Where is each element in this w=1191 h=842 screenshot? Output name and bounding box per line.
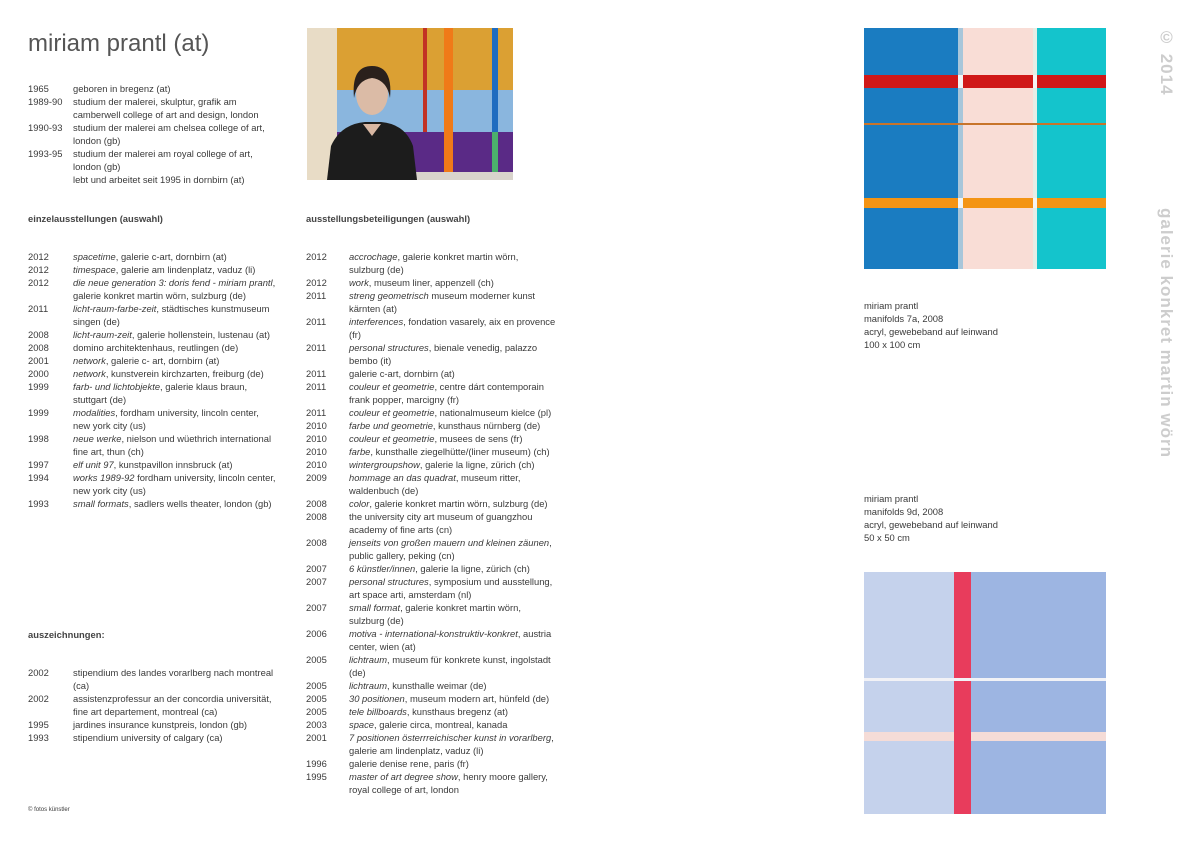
list-item [28, 302, 278, 328]
list-item [306, 458, 556, 471]
list-item [28, 121, 278, 147]
entry-title: network [73, 368, 106, 379]
entry-year: 2008 [306, 537, 327, 548]
entry-text [349, 289, 556, 315]
caption-artwork-1 [864, 299, 998, 351]
entry-text [349, 250, 556, 276]
list-item [28, 666, 280, 692]
entry-text [73, 471, 278, 497]
entry-year: 2011 [306, 407, 327, 418]
entry-title: personal structures [349, 342, 429, 353]
caption-artist: miriam prantl [864, 493, 919, 504]
entry-text [349, 757, 556, 770]
entry-text [73, 731, 280, 744]
list-item [28, 328, 278, 341]
list-item [306, 653, 556, 679]
entry-title: timespace [73, 264, 116, 275]
entry-detail: , kunsthalle weimar (de) [387, 680, 487, 691]
entry-text [349, 705, 556, 718]
gallery-name: galerie konkret martin wörn [1157, 208, 1176, 458]
entry-text [73, 406, 278, 432]
entry-text [73, 367, 278, 380]
entry-detail: domino architektenhaus, reutlingen (de) [73, 342, 239, 353]
entry-year: 2007 [306, 602, 327, 613]
awards-list [28, 666, 280, 744]
entry-detail: , galerie am lindenplatz, vaduz (li) [115, 264, 256, 275]
entry-year: 2011 [306, 381, 327, 392]
entry-text [349, 458, 556, 471]
entry-detail: , galerie klaus braun, stuttgart (de) [73, 381, 248, 405]
entry-detail: , galerie am lindenplatz, vaduz (li) [349, 732, 554, 756]
list-item [306, 471, 556, 497]
entry-title: 6 künstler/innen [349, 563, 416, 574]
entry-text [73, 276, 278, 302]
entry-title: accrochage [349, 251, 398, 262]
entry-detail: , städtisches kunstmuseum singen (de) [73, 303, 270, 327]
entry-year: 1999 [28, 381, 49, 392]
entry-text [73, 263, 278, 276]
list-item [306, 419, 556, 432]
entry-year: 1993-95 [28, 148, 63, 159]
list-item [306, 367, 556, 380]
entry-year: 2011 [306, 342, 327, 353]
entry-year [28, 173, 73, 186]
list-item [306, 510, 556, 536]
entry-year: 2012 [306, 251, 327, 262]
list-item [28, 354, 278, 367]
list-item [306, 250, 556, 276]
biography-list [28, 82, 278, 186]
entry-title: couleur et geometrie [349, 433, 435, 444]
entry-detail: , centre dárt contemporain frank popper, marcigny (fr) [349, 381, 544, 405]
list-item [28, 380, 278, 406]
entry-text [73, 458, 278, 471]
list-item [28, 367, 278, 380]
entry-detail: lebt und arbeitet seit 1995 in dornbirn (at) [73, 174, 245, 185]
artwork-manifolds-9d [864, 572, 1106, 814]
entry-year: 1993 [28, 498, 49, 509]
entry-text [349, 406, 556, 419]
entry-text [349, 432, 556, 445]
entry-text [349, 510, 556, 536]
entry-text [73, 380, 278, 406]
entry-title: personal structures [349, 576, 429, 587]
entry-year: 2007 [306, 576, 327, 587]
entry-title: die neue generation 3: doris fend - miriam prantl [73, 277, 273, 288]
caption-artist: miriam prantl [864, 300, 919, 311]
entry-year: 1999 [28, 407, 49, 418]
page-title: miriam prantl (at) [28, 30, 210, 57]
list-item [306, 601, 556, 627]
entry-year: 2012 [28, 277, 49, 288]
entry-text [73, 432, 278, 458]
entry-year: 2011 [306, 290, 327, 301]
entry-detail: , henry moore gallery, royal college of art, london [349, 771, 548, 795]
entry-text [349, 575, 556, 601]
list-item [28, 263, 278, 276]
entry-detail: stipendium des landes vorarlberg nach montreal (ca) [73, 667, 274, 691]
entry-year: 1998 [28, 433, 49, 444]
entry-year: 2012 [28, 251, 49, 262]
entry-year: 2002 [28, 693, 49, 704]
list-item [306, 341, 556, 367]
entry-year: 1995 [306, 771, 327, 782]
caption-artwork-2 [864, 492, 998, 544]
entry-text [349, 341, 556, 367]
entry-title: works 1989-92 [73, 472, 135, 483]
entry-title: hommage an das quadrat [349, 472, 456, 483]
entry-title: farb- und lichtobjekte [73, 381, 161, 392]
heading-solo-exhibitions: einzelausstellungen (auswahl) [28, 213, 163, 224]
entry-year: 2006 [306, 628, 327, 639]
entry-detail: , nielson und wüethrich international fine art, thun (ch) [73, 433, 272, 457]
list-item [306, 276, 556, 289]
entry-year: 1989-90 [28, 96, 63, 107]
entry-detail: geboren in bregenz (at) [73, 83, 171, 94]
entry-text [73, 497, 278, 510]
entry-year: 2011 [306, 368, 327, 379]
entry-detail: , galerie circa, montreal, kanada [374, 719, 508, 730]
entry-year: 1990-93 [28, 122, 63, 133]
entry-text [349, 497, 556, 510]
list-item [306, 757, 556, 770]
entry-detail: assistenzprofessur an der concordia universität, fine art departement, montreal (ca) [73, 693, 272, 717]
entry-text [73, 666, 280, 692]
list-item [306, 406, 556, 419]
list-item [306, 679, 556, 692]
entry-detail: studium der malerei am royal college of art, london (gb) [73, 148, 253, 172]
entry-year: 2005 [306, 680, 327, 691]
entry-text [349, 367, 556, 380]
entry-title: licht-raum-farbe-zeit [73, 303, 157, 314]
entry-title: modalities [73, 407, 116, 418]
entry-text [349, 653, 556, 679]
entry-title: couleur et geometrie [349, 381, 435, 392]
list-item [306, 289, 556, 315]
list-item [28, 276, 278, 302]
entry-text [349, 315, 556, 341]
entry-title: lichtraum [349, 654, 388, 665]
list-item [306, 718, 556, 731]
caption-size: 50 x 50 cm [864, 532, 910, 543]
entry-year: 1994 [28, 472, 49, 483]
entry-detail: , galerie la ligne, zürich (ch) [415, 563, 530, 574]
entry-detail: stipendium university of calgary (ca) [73, 732, 223, 743]
entry-text [349, 679, 556, 692]
list-item [28, 458, 278, 471]
entry-year: 2011 [28, 303, 49, 314]
list-item [28, 497, 278, 510]
entry-year: 2011 [306, 316, 327, 327]
entry-year: 2002 [28, 667, 49, 678]
list-item [28, 432, 278, 458]
entry-text [73, 250, 278, 263]
artwork-manifolds-7a [864, 28, 1106, 269]
entry-title: spacetime [73, 251, 116, 262]
solo-exhibitions-list [28, 250, 278, 510]
entry-text [73, 354, 278, 367]
entry-detail: , galerie konkret martin wörn, sulzburg (de) [349, 602, 521, 626]
entry-year: 2005 [306, 654, 327, 665]
entry-title: network [73, 355, 106, 366]
entry-detail: , galerie hollenstein, lustenau (at) [131, 329, 270, 340]
entry-detail: the university city art museum of guangzhou academy of fine arts (cn) [349, 511, 533, 535]
heading-awards: auszeichnungen: [28, 629, 105, 640]
entry-year: 2008 [28, 342, 49, 353]
list-item [28, 173, 278, 186]
entry-detail: , galerie c-art, dornbirn (at) [115, 251, 227, 262]
caption-title: manifolds 9d, 2008 [864, 506, 944, 517]
entry-year: 2005 [306, 706, 327, 717]
entry-text [73, 95, 278, 121]
entry-year: 1996 [306, 758, 327, 769]
list-item [28, 692, 280, 718]
entry-title: neue werke [73, 433, 122, 444]
entry-detail: , museum modern art, hünfeld (de) [404, 693, 550, 704]
entry-detail: , museum ritter, waldenbuch (de) [349, 472, 521, 496]
entry-year: 2008 [306, 498, 327, 509]
entry-year: 2000 [28, 368, 49, 379]
entry-detail: , museum liner, appenzell (ch) [368, 277, 494, 288]
entry-detail: , galerie c- art, dornbirn (at) [105, 355, 220, 366]
entry-detail: , kunsthaus bregenz (at) [406, 706, 508, 717]
entry-text [73, 341, 278, 354]
entry-year: 2001 [28, 355, 49, 366]
entry-title: couleur et geometrie [349, 407, 435, 418]
entry-year: 2005 [306, 693, 327, 704]
caption-size: 100 x 100 cm [864, 339, 921, 350]
list-item [306, 432, 556, 445]
entry-detail: , galerie la ligne, zürich (ch) [419, 459, 535, 470]
entry-title: color [349, 498, 370, 509]
entry-detail: , galerie konkret martin wörn, sulzburg (de) [73, 277, 276, 301]
list-item [306, 497, 556, 510]
entry-title: space [349, 719, 375, 730]
entry-title: jenseits von großen mauern und kleinen zäunen [349, 537, 550, 548]
entry-year: 1995 [28, 719, 49, 730]
caption-medium: acryl, gewebeband auf leinwand [864, 519, 998, 530]
entry-title: licht-raum-zeit [73, 329, 132, 340]
entry-title: wintergroupshow [349, 459, 420, 470]
entry-year: 2003 [306, 719, 327, 730]
entry-text [73, 302, 278, 328]
entry-detail: , galerie konkret martin wörn, sulzburg (de) [369, 498, 548, 509]
list-item [306, 445, 556, 458]
entry-year: 2012 [28, 264, 49, 275]
entry-text [349, 419, 556, 432]
entry-text [349, 692, 556, 705]
entry-year: 2012 [306, 277, 327, 288]
entry-detail: , kunsthalle ziegelhütte/(liner museum) (ch) [370, 446, 550, 457]
entry-text [349, 731, 556, 757]
entry-title: farbe und geometrie [349, 420, 433, 431]
caption-medium: acryl, gewebeband auf leinwand [864, 326, 998, 337]
entry-year: 2010 [306, 433, 327, 444]
entry-detail: galerie denise rene, paris (fr) [349, 758, 469, 769]
entry-title: elf unit 97 [73, 459, 114, 470]
entry-year: 1997 [28, 459, 49, 470]
list-item [28, 341, 278, 354]
entry-detail: galerie c-art, dornbirn (at) [349, 368, 455, 379]
entry-detail: , symposium und ausstellung, art space arti, amsterdam (nl) [349, 576, 553, 600]
list-item [306, 770, 556, 796]
entry-text [349, 380, 556, 406]
entry-title: motiva - international-konstruktiv-konkret [349, 628, 518, 639]
entry-detail: , nationalmuseum kielce (pl) [434, 407, 552, 418]
entry-year: 2010 [306, 459, 327, 470]
list-item [306, 315, 556, 341]
entry-title: tele billboards [349, 706, 407, 717]
entry-year: 2007 [306, 563, 327, 574]
entry-title: 30 positionen [349, 693, 405, 704]
entry-detail: , fordham university, lincoln center, new york city (us) [73, 407, 259, 431]
artist-photo [307, 28, 513, 180]
list-item [28, 718, 280, 731]
entry-year: 2001 [306, 732, 327, 743]
entry-detail: jardines insurance kunstpreis, london (gb) [73, 719, 248, 730]
caption-title: manifolds 7a, 2008 [864, 313, 944, 324]
entry-detail: fordham university, lincoln center, new york city (us) [73, 472, 276, 496]
entry-detail: studium der malerei, skulptur, grafik am camberwell college of art and design, london [73, 96, 259, 120]
list-item [28, 147, 278, 173]
entry-detail: studium der malerei am chelsea college of art, london (gb) [73, 122, 265, 146]
entry-title: 7 positionen österrreichischer kunst in vorarlberg [349, 732, 552, 743]
entry-text [349, 718, 556, 731]
entry-text [73, 718, 280, 731]
list-item [306, 536, 556, 562]
entry-title: master of art degree show [349, 771, 458, 782]
entry-detail: , galerie konkret martin wörn, sulzburg (de) [349, 251, 519, 275]
list-item [306, 627, 556, 653]
list-item [28, 406, 278, 432]
entry-text [73, 121, 278, 147]
entry-text [349, 276, 556, 289]
entry-title: interferences [349, 316, 404, 327]
entry-title: lichtraum [349, 680, 388, 691]
entry-title: work [349, 277, 369, 288]
entry-year: 2008 [28, 329, 49, 340]
entry-text [349, 562, 556, 575]
entry-text [73, 692, 280, 718]
group-exhibitions-list [306, 250, 556, 796]
entry-text [349, 770, 556, 796]
entry-title: small formats [73, 498, 129, 509]
entry-detail: , sadlers wells theater, london (gb) [128, 498, 272, 509]
list-item [28, 82, 278, 95]
list-item [28, 471, 278, 497]
entry-text [73, 328, 278, 341]
entry-title: farbe [349, 446, 371, 457]
entry-year: 2010 [306, 420, 327, 431]
entry-detail: , bienale venedig, palazzo bembo (it) [349, 342, 538, 366]
list-item [306, 575, 556, 601]
entry-year: 2009 [306, 472, 327, 483]
entry-text [349, 627, 556, 653]
list-item [28, 731, 280, 744]
entry-year: 2010 [306, 446, 327, 457]
copyright-year: © 2014 [1157, 28, 1176, 96]
list-item [306, 380, 556, 406]
list-item [306, 562, 556, 575]
entry-detail: , musees de sens (fr) [434, 433, 523, 444]
list-item [306, 731, 556, 757]
entry-title: streng geometrisch [349, 290, 429, 301]
entry-year: 1965 [28, 83, 49, 94]
entry-title: small format [349, 602, 401, 613]
entry-detail: , kunsthaus nürnberg (de) [432, 420, 541, 431]
entry-detail: , fondation vasarely, aix en provence (fr) [349, 316, 556, 340]
entry-text [349, 471, 556, 497]
entry-text [73, 147, 278, 173]
entry-text [73, 173, 278, 186]
photo-credit: © fotos künstler [28, 807, 70, 813]
entry-detail: , public gallery, peking (cn) [349, 537, 552, 561]
list-item [28, 250, 278, 263]
list-item [306, 692, 556, 705]
entry-text [349, 601, 556, 627]
entry-text [73, 82, 278, 95]
list-item [28, 95, 278, 121]
entry-detail: , museum für konkrete kunst, ingolstadt (de) [349, 654, 551, 678]
entry-detail: , kunstverein kirchzarten, freiburg (de) [105, 368, 264, 379]
entry-year: 1993 [28, 732, 49, 743]
entry-detail: , austria center, wien (at) [349, 628, 552, 652]
entry-text [349, 536, 556, 562]
entry-detail: museum moderner kunst kärnten (at) [349, 290, 536, 314]
entry-text [349, 445, 556, 458]
heading-group-exhibitions: ausstellungsbeteiligungen (auswahl) [306, 213, 471, 224]
entry-year: 2008 [306, 511, 327, 522]
list-item [306, 705, 556, 718]
entry-detail: , kunstpavillon innsbruck (at) [113, 459, 233, 470]
